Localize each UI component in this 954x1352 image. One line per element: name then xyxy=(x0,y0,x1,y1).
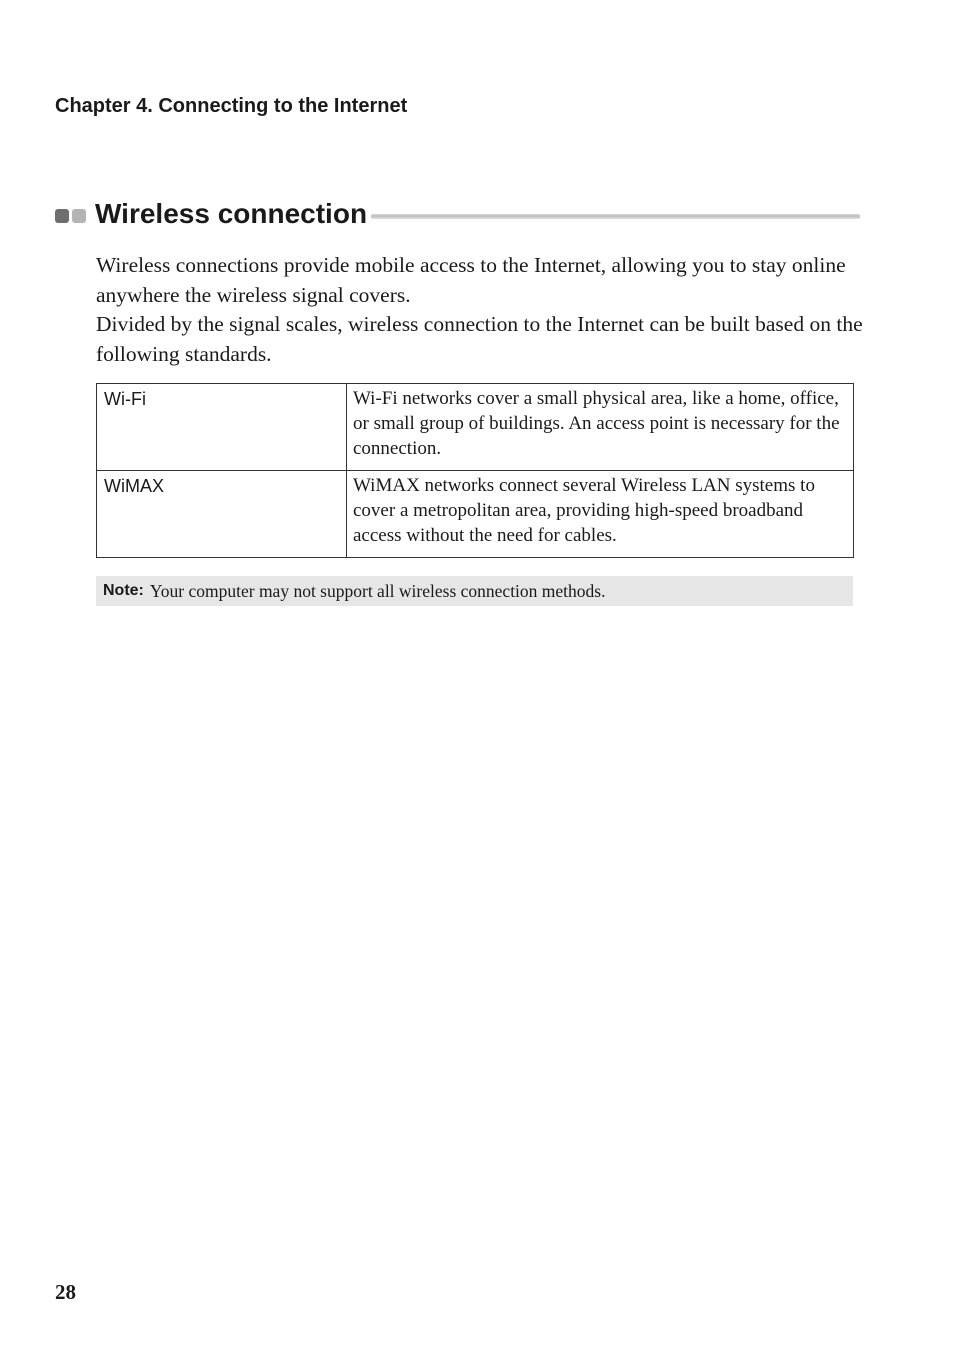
section-header xyxy=(55,195,860,233)
standards-table xyxy=(96,383,854,558)
standard-name: WiMAX xyxy=(97,471,347,558)
standard-description: Wi-Fi networks cover a small physical area, like a home, office, or small group of buildings. An access point is necessary for the connection. xyxy=(347,384,854,471)
page-number: 28 xyxy=(55,1280,76,1304)
bullet-square-light xyxy=(72,209,86,223)
note-box xyxy=(96,576,853,606)
note-text: Your computer may not support all wireless connection methods. xyxy=(149,580,606,601)
double-square-bullet-icon xyxy=(55,209,86,223)
table-row xyxy=(97,384,854,471)
intro-paragraph: Wireless connections provide mobile access to the Internet, allowing you to stay online anywhere the wireless signal covers. xyxy=(96,253,846,307)
intro-paragraph: Divided by the signal scales, wireless connection to the Internet can be built based on the following standards. xyxy=(96,312,863,366)
table-row xyxy=(97,471,854,558)
chapter-title: Chapter 4. Connecting to the Internet xyxy=(55,95,408,117)
section-title: Wireless connection xyxy=(95,198,368,229)
bullet-square-dark xyxy=(55,209,69,223)
standard-name: Wi-Fi xyxy=(97,384,347,471)
standard-description: WiMAX networks connect several Wireless LAN systems to cover a metropolitan area, providing high-speed broadband access without the need for cables. xyxy=(347,471,854,558)
intro-text xyxy=(96,251,866,369)
section-divider xyxy=(371,214,860,219)
note-label: Note: xyxy=(103,582,144,599)
